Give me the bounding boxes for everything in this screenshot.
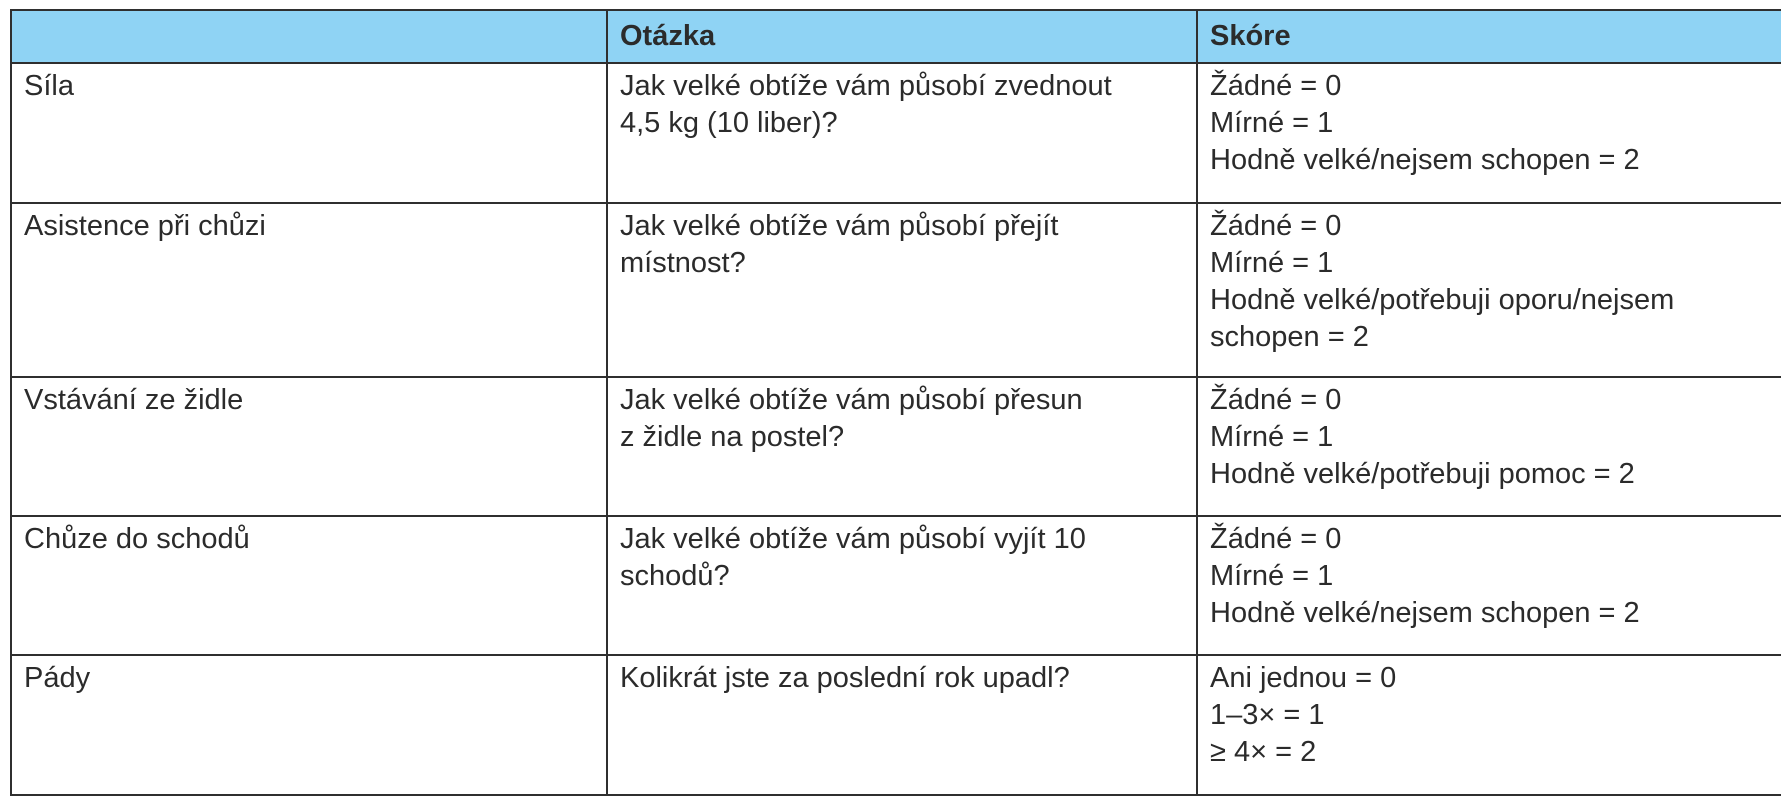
score-line: 1–3× = 1 [1210, 699, 1325, 731]
score-line: Hodně velké/nejsem schopen = 2 [1210, 597, 1640, 629]
score-line: Žádné = 0 [1210, 384, 1342, 416]
row-item-cell [11, 377, 607, 516]
score-line: Mírné = 1 [1210, 107, 1334, 139]
header-item [11, 10, 607, 63]
score-line: ≥ 4× = 2 [1210, 736, 1317, 768]
score-line: Žádné = 0 [1210, 523, 1342, 555]
row-question-cell [607, 377, 1197, 516]
row-item: Chůze do schodů [24, 523, 250, 555]
score-line: Hodně velké/nejsem schopen = 2 [1210, 144, 1640, 176]
row-item: Asistence při chůzi [24, 210, 266, 242]
row-question-cell [607, 516, 1197, 655]
row-item-cell [11, 63, 607, 203]
table-row [11, 377, 1781, 516]
question-line: Jak velké obtíže vám působí přejít [620, 210, 1059, 242]
table-row [11, 516, 1781, 655]
row-item-cell [11, 516, 607, 655]
row-score-cell [1197, 203, 1781, 377]
row-item-cell [11, 655, 607, 795]
score-line: Hodně velké/potřebuji pomoc = 2 [1210, 458, 1635, 490]
row-question-cell [607, 63, 1197, 203]
question-line: Kolikrát jste za poslední rok upadl? [620, 662, 1070, 694]
row-item: Vstávání ze židle [24, 384, 244, 416]
row-question-cell [607, 203, 1197, 377]
score-line: Mírné = 1 [1210, 560, 1334, 592]
score-line: Žádné = 0 [1210, 210, 1342, 242]
score-line: Ani jednou = 0 [1210, 662, 1397, 694]
score-line: Žádné = 0 [1210, 70, 1342, 102]
row-question-cell [607, 655, 1197, 795]
sarc-f-table [10, 9, 1781, 796]
question-line: Jak velké obtíže vám působí přesun [620, 384, 1083, 416]
question-line: 4,5 kg (10 liber)? [620, 107, 838, 139]
row-score-cell [1197, 655, 1781, 795]
table-row [11, 63, 1781, 203]
question-line: Jak velké obtíže vám působí vyjít 10 [620, 523, 1086, 555]
question-line: místnost? [620, 247, 746, 279]
row-score-cell [1197, 377, 1781, 516]
question-line: z židle na postel? [620, 421, 845, 453]
row-item-cell [11, 203, 607, 377]
score-line: schopen = 2 [1210, 321, 1369, 353]
row-score-cell [1197, 516, 1781, 655]
question-line: Jak velké obtíže vám působí zvednout [620, 70, 1112, 102]
header-question: Otázka [607, 10, 1197, 63]
score-line: Mírné = 1 [1210, 247, 1334, 279]
table-row [11, 203, 1781, 377]
row-item: Síla [24, 70, 74, 102]
row-item: Pády [24, 662, 91, 694]
row-score-cell [1197, 63, 1781, 203]
score-line: Mírné = 1 [1210, 421, 1334, 453]
question-line: schodů? [620, 560, 730, 592]
table-header-row [11, 10, 1781, 63]
header-score: Skóre [1197, 10, 1781, 63]
table-row [11, 655, 1781, 795]
score-line: Hodně velké/potřebuji oporu/nejsem [1210, 284, 1675, 316]
